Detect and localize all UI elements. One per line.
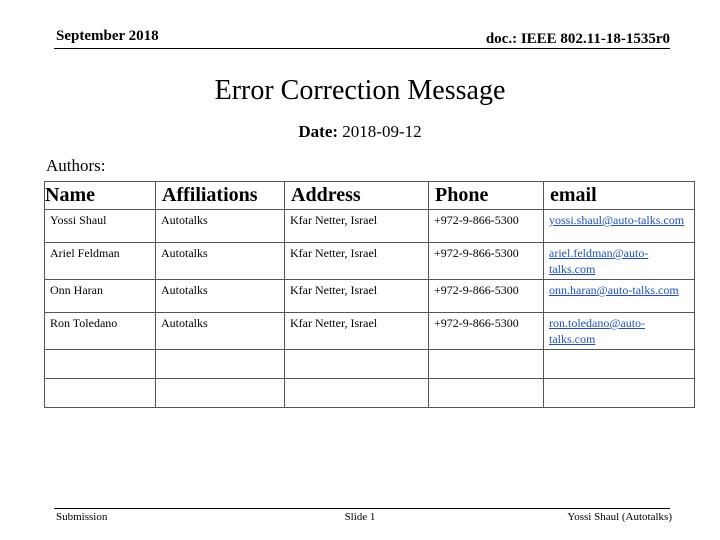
header-date: September 2018 — [56, 28, 159, 44]
author-email-link[interactable]: ariel.feldman@auto-talks.com — [549, 246, 649, 276]
empty-cell — [156, 350, 285, 379]
footer-divider — [54, 508, 670, 509]
footer-author: Yossi Shaul (Autotalks) — [567, 511, 672, 523]
table-row — [45, 210, 695, 243]
authors-label: Authors: — [46, 156, 106, 175]
column-header-name: Name — [45, 182, 156, 210]
author-affiliation: Autotalks — [156, 280, 285, 313]
empty-cell — [156, 379, 285, 408]
author-address: Kfar Netter, Israel — [285, 210, 429, 243]
column-header-email: email — [544, 182, 695, 210]
column-header-phone: Phone — [429, 182, 544, 210]
column-header-address: Address — [285, 182, 429, 210]
author-email-cell — [544, 243, 695, 280]
empty-cell — [544, 350, 695, 379]
table-row — [45, 280, 695, 313]
author-email-link[interactable]: ron.toledano@auto-talks.com — [549, 316, 646, 346]
author-affiliation: Autotalks — [156, 243, 285, 280]
author-email-link[interactable]: yossi.shaul@auto-talks.com — [549, 213, 685, 227]
authors-table — [44, 181, 695, 408]
table-row — [45, 243, 695, 280]
date-value: 2018-09-12 — [342, 122, 422, 141]
author-affiliation: Autotalks — [156, 210, 285, 243]
table-header-row — [45, 182, 695, 210]
table-row-empty — [45, 350, 695, 379]
footer-slide-number: Slide 1 — [344, 511, 376, 523]
author-address: Kfar Netter, Israel — [285, 280, 429, 313]
empty-cell — [429, 379, 544, 408]
author-address: Kfar Netter, Israel — [285, 243, 429, 280]
empty-cell — [544, 379, 695, 408]
author-name: Onn Haran — [45, 280, 156, 313]
header-divider — [54, 48, 670, 49]
footer-submission: Submission — [56, 511, 108, 523]
date-line — [0, 122, 720, 142]
date-label: Date: — [298, 122, 339, 141]
author-email-cell — [544, 313, 695, 350]
empty-cell — [45, 379, 156, 408]
empty-cell — [285, 379, 429, 408]
table-row-empty — [45, 379, 695, 408]
author-email-cell — [544, 210, 695, 243]
empty-cell — [285, 350, 429, 379]
author-name: Ron Toledano — [45, 313, 156, 350]
author-phone: +972-9-866-5300 — [429, 313, 544, 350]
author-phone: +972-9-866-5300 — [429, 280, 544, 313]
header-doc-id: doc.: IEEE 802.11-18-1535r0 — [485, 31, 670, 47]
slide-title: Error Correction Message — [214, 75, 506, 106]
empty-cell — [429, 350, 544, 379]
column-header-affiliations: Affiliations — [156, 182, 285, 210]
author-phone: +972-9-866-5300 — [429, 243, 544, 280]
table-row — [45, 313, 695, 350]
author-name: Yossi Shaul — [45, 210, 156, 243]
empty-cell — [45, 350, 156, 379]
author-email-cell — [544, 280, 695, 313]
author-name: Ariel Feldman — [45, 243, 156, 280]
author-address: Kfar Netter, Israel — [285, 313, 429, 350]
author-phone: +972-9-866-5300 — [429, 210, 544, 243]
author-affiliation: Autotalks — [156, 313, 285, 350]
author-email-link[interactable]: onn.haran@auto-talks.com — [549, 283, 679, 297]
